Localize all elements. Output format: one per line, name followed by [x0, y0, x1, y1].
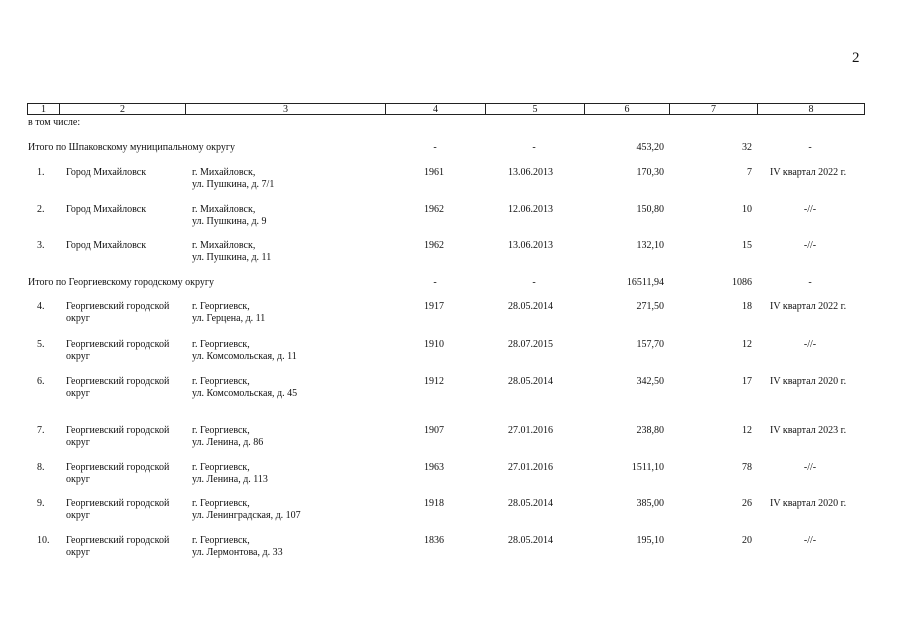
row-date: 13.06.2013	[508, 167, 553, 178]
group-term: -	[808, 277, 812, 288]
row-district: Георгиевский городской	[66, 339, 170, 350]
row-number: 9.	[37, 498, 45, 509]
row-year: 1918	[424, 498, 444, 509]
row-address-street: ул. Пушкина, д. 11	[192, 252, 272, 263]
row-district-line2: округ	[66, 510, 90, 521]
column-header: 4	[386, 104, 486, 114]
column-header: 5	[486, 104, 585, 114]
row-term: -//-	[803, 240, 817, 251]
row-number: 1.	[37, 167, 45, 178]
row-term: IV квартал 2020 г.	[770, 376, 847, 387]
row-term: -//-	[803, 462, 817, 473]
row-term: IV квартал 2022 г.	[770, 301, 847, 312]
row-term: -//-	[803, 204, 817, 215]
row-term: -//-	[803, 535, 817, 546]
row-area: 195,10	[636, 535, 664, 546]
column-header: 6	[585, 104, 670, 114]
row-number: 8.	[37, 462, 45, 473]
column-header: 8	[808, 104, 814, 115]
row-area: 1511,10	[631, 462, 664, 473]
row-year: 1836	[424, 535, 444, 546]
row-address-city: г. Георгиевск,	[192, 498, 250, 509]
row-residents: 7	[747, 167, 752, 178]
row-address-street: ул. Ленина, д. 86	[192, 437, 264, 448]
group-residents: 32	[742, 142, 752, 153]
row-address-street: ул. Комсомольская, д. 45	[192, 388, 298, 399]
group-title: Итого по Георгиевскому городскому округу	[28, 277, 215, 288]
row-address-street: ул. Комсомольская, д. 11	[192, 351, 297, 362]
row-year: 1961	[424, 167, 444, 178]
row-date: 28.05.2014	[508, 535, 553, 546]
row-address-city: г. Георгиевск,	[192, 462, 250, 473]
row-district: Георгиевский городской	[66, 301, 170, 312]
row-term: -//-	[803, 339, 817, 350]
row-date: 28.05.2014	[508, 498, 553, 509]
row-residents: 12	[742, 425, 752, 436]
group-title: Итого по Шпаковскому муниципальному округу	[28, 142, 235, 153]
column-header: 2	[60, 104, 186, 114]
row-residents: 18	[742, 301, 752, 312]
row-address-street: ул. Герцена, д. 11	[192, 313, 266, 324]
row-date: 12.06.2013	[508, 204, 553, 215]
group-term: -	[808, 142, 812, 153]
row-number: 3.	[37, 240, 45, 251]
row-area: 271,50	[636, 301, 664, 312]
row-number: 10.	[37, 535, 50, 546]
row-area: 238,80	[636, 425, 664, 436]
including-label: в том числе:	[28, 117, 81, 128]
row-district-line2: округ	[66, 351, 90, 362]
row-date: 13.06.2013	[508, 240, 553, 251]
group-residents: 1086	[732, 277, 752, 288]
row-district: Город Михайловск	[66, 167, 147, 178]
row-district-line2: округ	[66, 547, 90, 558]
column-header-row	[27, 103, 865, 115]
group-area: 453,20	[636, 142, 664, 153]
row-district: Город Михайловск	[66, 204, 147, 215]
group-area: 16511,94	[626, 277, 664, 288]
column-header: 1	[28, 104, 60, 114]
row-address-street: ул. Пушкина, д. 7/1	[192, 179, 275, 190]
row-term: IV квартал 2020 г.	[770, 498, 847, 509]
row-number: 6.	[37, 376, 45, 387]
row-residents: 78	[742, 462, 752, 473]
row-address-street: ул. Ленинградская, д. 107	[192, 510, 301, 521]
row-address-city: г. Михайловск,	[192, 204, 256, 215]
row-district-line2: округ	[66, 388, 90, 399]
row-date: 28.07.2015	[508, 339, 553, 350]
row-term: IV квартал 2023 г.	[770, 425, 847, 436]
row-date: 28.05.2014	[508, 301, 553, 312]
row-district: Георгиевский городской	[66, 535, 170, 546]
row-year: 1963	[424, 462, 444, 473]
group-date: -	[532, 277, 536, 288]
column-header: 3	[186, 104, 386, 114]
row-date: 28.05.2014	[508, 376, 553, 387]
row-residents: 10	[742, 204, 752, 215]
row-address-city: г. Георгиевск,	[192, 376, 250, 387]
row-year: 1962	[424, 204, 444, 215]
row-district-line2: округ	[66, 313, 90, 324]
row-area: 170,30	[636, 167, 664, 178]
page-number: 2	[852, 50, 860, 66]
row-address-city: г. Михайловск,	[192, 167, 256, 178]
row-residents: 26	[742, 498, 752, 509]
row-number: 5.	[37, 339, 45, 350]
row-residents: 20	[742, 535, 752, 546]
group-year: -	[433, 142, 437, 153]
row-year: 1907	[424, 425, 444, 436]
row-district: Георгиевский городской	[66, 462, 170, 473]
row-residents: 12	[742, 339, 752, 350]
row-address-street: ул. Лермонтова, д. 33	[192, 547, 283, 558]
row-year: 1910	[424, 339, 444, 350]
row-year: 1917	[424, 301, 444, 312]
row-address-street: ул. Ленина, д. 113	[192, 474, 268, 485]
row-area: 342,50	[636, 376, 664, 387]
row-year: 1962	[424, 240, 444, 251]
row-residents: 17	[742, 376, 752, 387]
row-residents: 15	[742, 240, 752, 251]
group-date: -	[532, 142, 536, 153]
row-year: 1912	[424, 376, 444, 387]
row-area: 132,10	[636, 240, 664, 251]
column-header: 7	[670, 104, 758, 114]
row-address-city: г. Михайловск,	[192, 240, 256, 251]
row-number: 4.	[37, 301, 45, 312]
row-date: 27.01.2016	[508, 462, 553, 473]
row-district: Георгиевский городской	[66, 376, 170, 387]
row-date: 27.01.2016	[508, 425, 553, 436]
row-district: Город Михайловск	[66, 240, 147, 251]
row-district: Георгиевский городской	[66, 425, 170, 436]
row-number: 7.	[37, 425, 45, 436]
row-address-city: г. Георгиевск,	[192, 535, 250, 546]
row-area: 385,00	[636, 498, 664, 509]
row-number: 2.	[37, 204, 45, 215]
row-address-city: г. Георгиевск,	[192, 339, 250, 350]
row-address-city: г. Георгиевск,	[192, 425, 250, 436]
row-area: 157,70	[636, 339, 664, 350]
row-term: IV квартал 2022 г.	[770, 167, 847, 178]
row-area: 150,80	[636, 204, 664, 215]
row-district-line2: округ	[66, 437, 90, 448]
row-district-line2: округ	[66, 474, 90, 485]
row-district: Георгиевский городской	[66, 498, 170, 509]
row-address-city: г. Георгиевск,	[192, 301, 250, 312]
group-year: -	[433, 277, 437, 288]
row-address-street: ул. Пушкина, д. 9	[192, 216, 267, 227]
